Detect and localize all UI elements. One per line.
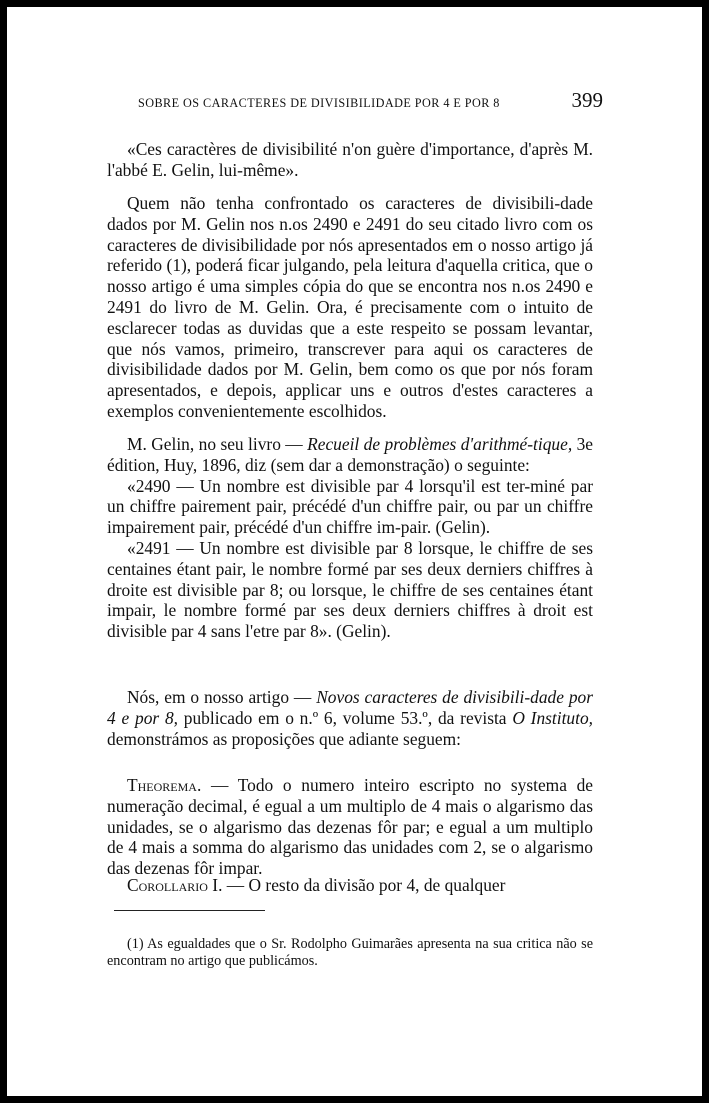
nos-section <box>107 687 593 749</box>
running-title: SOBRE OS CARACTERES DE DIVISIBILIDADE POR 4 E POR 8 <box>138 96 500 110</box>
nos-paragraph: Nós, em o nosso artigo — Novos caracteres de divisibili-dade por 4 e por 8, publicado em o n.º 6, volume 53.º, da revista O Instituto, demonstrámos as proposições que adiante seguem: <box>107 687 593 749</box>
corollary-label: Corollario I. <box>127 875 223 895</box>
gelin-section <box>107 434 593 642</box>
corollary: Corollario I. — O resto da divisão por 4, de qualquer <box>127 875 506 895</box>
article-title: Novos caracteres de divisibili-dade por 4 e por 8, <box>107 687 593 728</box>
para-quem: Quem não tenha confrontado os caracteres de divisibili-dade dados por M. Gelin nos n.os 2490 e 2491 do seu citado livro com os caracteres de divisibilidade por nós apresentados em o nosso artigo já referido (1), poderá ficar julgando, pela leitura d'aquella critica, que o nosso artigo é uma simples cópia do que se encontra nos n.os 2490 e 2491 do livro de M. Gelin. Ora, é precisamente com o intuito de esclarecer todas as duvidas que a este respeito se possam levantar, que nós vamos, primeiro, transcrever para aqui os caracteres de divisibilidade dados por M. Gelin, bem como os que por nós foram apresentados, e depois, applicar uns e outros d'estes caracteres a exemplos convenientemente escolhidos. <box>107 193 593 421</box>
theorem-section <box>107 775 593 879</box>
gelin-intro: M. Gelin, no seu livro — Recueil de problèmes d'arithmé-tique, 3e édition, Huy, 1896, diz (sem dar a demonstração) o seguinte: <box>107 434 594 475</box>
theorem: Theorema. — Todo o numero inteiro escripto no systema de numeração decimal, é egual a um multiplo de 4 mais o algarismo das unidades, se o algarismo das dezenas fôr par; e egual a um multiplo de 4 mais a somma do algarismo das unidades com 2, se o algarismo das dezenas fôr impar. <box>107 775 593 879</box>
quote-block <box>107 139 593 181</box>
corollary-section <box>107 875 593 896</box>
journal-title: O Instituto, <box>512 707 593 728</box>
page <box>7 7 702 1096</box>
quote-gelin-importance: «Ces caractères de divisibilité n'on guère d'importance, d'après M. l'abbé E. Gelin, lui-même». <box>107 139 593 180</box>
paragraph-quem <box>107 193 593 422</box>
book-title: Recueil de problèmes d'arithmé-tique, <box>307 434 573 454</box>
gelin-2490: «2490 — Un nombre est divisible par 4 lorsqu'il est ter-miné par un chiffre pairement pair, précédé d'un chiffre pair, ou par un chiffre impairement pair, précédé d'un chiffre im-pair. (Gelin). <box>107 475 593 538</box>
footnote-text: (1) As egualdades que o Sr. Rodolpho Guimarães apresenta na sua critica não se encontram no artigo que publicámos. <box>107 936 593 969</box>
theorem-label: Theorema. <box>127 775 202 795</box>
footnote-rule <box>114 910 265 911</box>
running-header <box>138 88 603 112</box>
page-number: 399 <box>571 88 603 112</box>
gelin-2491: «2491 — Un nombre est divisible par 8 lorsque, le chiffre de ses centaines étant pair, le nombre formé par ses deux derniers chiffres à droite est divisible par 8; ou lorsque, le chiffre de ses centaines étant impair, le nombre formé par ses deux derniers chiffres à droit est divisible par 4 sans l'etre par 8». (Gelin). <box>107 537 593 642</box>
footnote <box>107 936 593 969</box>
